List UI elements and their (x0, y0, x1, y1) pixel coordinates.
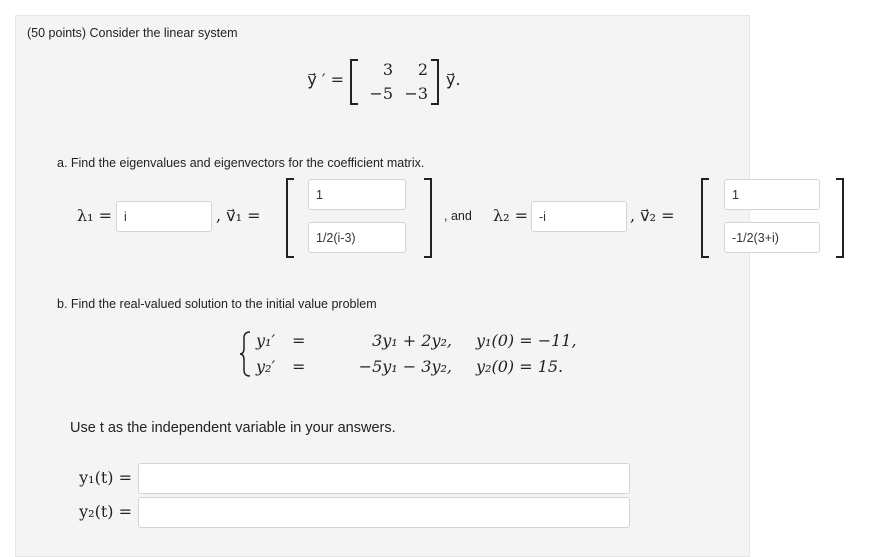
ivp-system (256, 330, 626, 378)
coefficient-matrix (362, 58, 428, 106)
instruction-text: Use t as the independent variable in your answers. (70, 420, 396, 436)
system-lhs: y₁′ (256, 331, 276, 350)
v2-entry-2-input[interactable]: -1/2(3+i) (724, 222, 820, 253)
y2-label-text: y₂(t) = (79, 502, 132, 521)
matrix-entry: 2 (417, 60, 428, 79)
v1-entry-1-input[interactable]: 1 (308, 179, 406, 210)
matrix-right-bracket (431, 59, 439, 105)
system-lhs: y₂′ (256, 357, 276, 376)
y1-label (40, 468, 132, 487)
system-rhs: 3y₁ + 2y₂, (372, 331, 452, 350)
v2-left-bracket (701, 178, 709, 258)
system-rhs: −5y₁ − 3y₂, (358, 357, 452, 376)
y1-answer-input[interactable] (138, 463, 630, 494)
v1-left-bracket (286, 178, 294, 258)
v1-entry-2-input[interactable]: 1/2(i-3) (308, 222, 406, 253)
initial-condition: y₁(0) = −11, (476, 331, 577, 350)
lambda2-label (478, 206, 528, 225)
v2-right-bracket (836, 178, 844, 258)
matrix-entry: −3 (404, 84, 428, 103)
y1-label-text: y₁(t) = (79, 468, 132, 487)
v2-label: , v⃗₂ = (630, 206, 675, 225)
system-brace (238, 330, 252, 378)
system-eq: = (292, 331, 306, 350)
v2-entry-1-input[interactable]: 1 (724, 179, 820, 210)
y2-label (40, 502, 132, 521)
matrix-entry: −5 (369, 84, 393, 103)
part-a-label: a. Find the eigenvalues and eigenvectors for the coefficient matrix. (57, 156, 425, 170)
matrix-left-bracket (350, 59, 358, 105)
lambda1-input[interactable]: i (116, 201, 212, 232)
v1-label: , v⃗₁ = (216, 206, 261, 225)
lambda2-input[interactable]: -i (531, 201, 627, 232)
lambda1-label-text: λ₁ = (76, 206, 112, 225)
v1-right-bracket (424, 178, 432, 258)
lambda1-label (40, 206, 112, 225)
equation-lhs-text: y⃗ ′ = (307, 70, 344, 89)
and-label: , and (444, 209, 472, 223)
y2-answer-input[interactable] (138, 497, 630, 528)
matrix-entry: 3 (382, 60, 393, 79)
initial-condition: y₂(0) = 15. (476, 357, 564, 376)
part-b-label: b. Find the real-valued solution to the initial value problem (57, 297, 377, 311)
system-eq: = (292, 357, 306, 376)
equation-lhs (240, 70, 344, 89)
question-header: (50 points) Consider the linear system (27, 26, 238, 40)
equation-rhs: y⃗. (446, 70, 461, 89)
lambda2-label-text: λ₂ = (492, 206, 528, 225)
